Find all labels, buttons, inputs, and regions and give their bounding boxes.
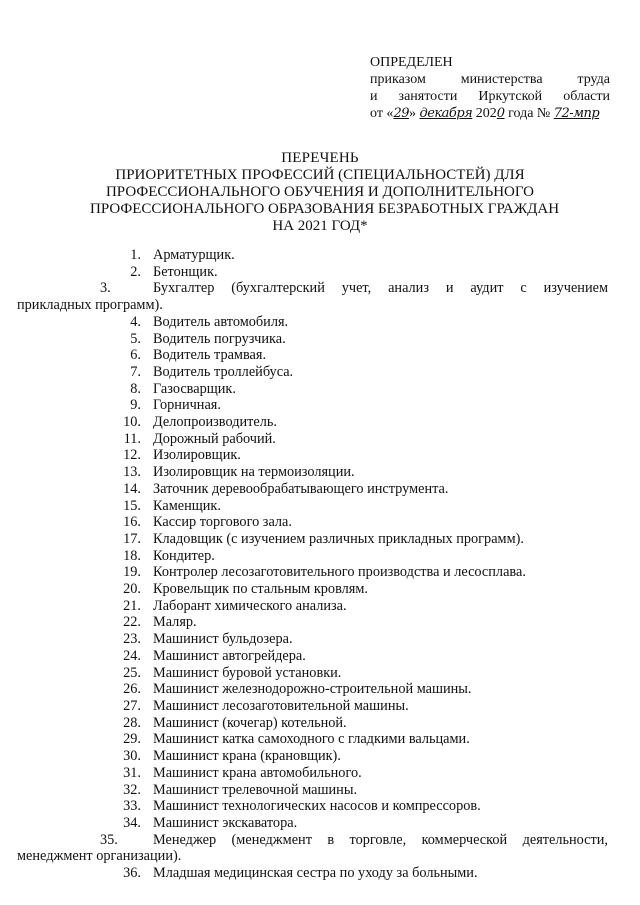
list-item-number: 3.: [100, 280, 111, 297]
list-item-number: 10.: [123, 414, 141, 431]
list-item-text: Водитель троллейбуса.: [153, 363, 294, 380]
list-item-number: 4.: [130, 313, 141, 330]
list-item-number: 12.: [123, 447, 141, 464]
list-item-number: 20.: [123, 581, 141, 598]
list-item-text: Машинист экскаватора.: [153, 814, 298, 831]
list-item-text: Лаборант химического анализа.: [153, 597, 347, 614]
list-item-text: Бетонщик.: [153, 263, 218, 280]
list-item-text: Изолировщик.: [153, 447, 241, 464]
list-item: [100, 498, 608, 515]
list-item-number: 13.: [123, 464, 141, 481]
title-line: ПРОФЕССИОНАЛЬНОГО ОБУЧЕНИЯ И ДОПОЛНИТЕЛЬНОГО: [105, 184, 535, 200]
list-item-continuation: менеджмент организации).: [17, 848, 182, 865]
title-line: НА 2021 ГОД*: [272, 218, 368, 234]
list-item: [100, 681, 608, 698]
list-item-number: 23.: [123, 631, 141, 648]
list-item: [100, 665, 608, 682]
list-item-text: Машинист буровой установки.: [153, 664, 342, 681]
list-item-number: 22.: [123, 614, 141, 631]
handwritten-day: 29: [393, 106, 409, 121]
list-item-text: Машинист (кочегар) котельной.: [153, 714, 347, 731]
list-item-text: Дорожный рабочий.: [153, 430, 276, 447]
list-item: [100, 798, 608, 815]
list-item-text: Маляр.: [153, 614, 197, 631]
list-item-text: Контролер лесозаготовительного производства и лесосплава.: [153, 564, 526, 581]
handwritten-year-digit: 0: [496, 106, 505, 121]
list-item-text: Каменщик.: [153, 497, 221, 514]
list-item-number: 32.: [123, 781, 141, 798]
list-item: [100, 698, 608, 715]
approval-heading: ОПРЕДЕЛЕН: [370, 55, 453, 70]
list-item-text: Машинист трелевочной машины.: [153, 781, 358, 798]
list-item-number: 35.: [100, 831, 118, 848]
list-item-text: Водитель погрузчика.: [153, 330, 286, 347]
list-item-text: Кровельщик по стальным кровлям.: [153, 581, 368, 598]
list-item-number: 11.: [123, 430, 141, 447]
list-item-number: 31.: [123, 764, 141, 781]
list-item-text: Изолировщик на термоизоляции.: [153, 464, 355, 481]
list-item-text: Машинист крана (крановщик).: [153, 748, 341, 765]
list-item-text: Машинист катка самоходного с гладкими вальцами.: [153, 731, 470, 748]
list-item: [100, 765, 608, 782]
list-item-number: 19.: [123, 564, 141, 581]
list-item-text: Машинист автогрейдера.: [153, 647, 306, 664]
list-item: [100, 314, 608, 331]
list-item-line: [100, 832, 608, 849]
list-item-number: 9.: [130, 397, 141, 414]
list-item: [100, 715, 608, 732]
list-item-text: Газосварщик.: [153, 380, 236, 397]
list-item: [100, 631, 608, 648]
list-item: [100, 815, 608, 832]
approval-stamp: [370, 54, 610, 122]
list-item: [100, 364, 608, 381]
list-item: [100, 748, 608, 765]
list-item-number: 28.: [123, 714, 141, 731]
list-item-text: Машинист крана автомобильного.: [153, 764, 362, 781]
list-item: [100, 564, 608, 581]
list-item-continuation: прикладных программ).: [17, 297, 163, 314]
list-item-text: Водитель автомобиля.: [153, 313, 289, 330]
list-item-text: Водитель трамвая.: [153, 347, 267, 364]
title-heading: ПЕРЕЧЕНЬ: [281, 150, 359, 166]
list-item: [100, 548, 608, 565]
approval-line-date: от «29» декабря 2020 года № 72-мпр: [370, 106, 600, 121]
list-item-text: Бухгалтер (бухгалтерский учет, анализ и аудит с изучением: [153, 280, 608, 297]
list-item-line: [100, 280, 608, 297]
list-item-number: 17.: [123, 530, 141, 547]
list-item-text: Менеджер (менеджмент в торговле, коммерческой деятельности,: [153, 831, 608, 848]
list-item: [100, 782, 608, 799]
list-item: [100, 247, 608, 264]
list-item-number: 27.: [123, 697, 141, 714]
list-item: [100, 865, 608, 882]
list-item-number: 33.: [123, 798, 141, 815]
handwritten-month: декабря: [419, 106, 473, 121]
profession-list: [17, 247, 608, 882]
list-item-number: 29.: [123, 731, 141, 748]
list-item-number: 2.: [130, 263, 141, 280]
list-item: [100, 397, 608, 414]
list-item-text: Кладовщик (с изучением различных прикладных программ).: [153, 530, 524, 547]
list-item-text: Горничная.: [153, 397, 221, 414]
list-item-text: Машинист лесозаготовительной машины.: [153, 697, 409, 714]
list-item-number: 25.: [123, 664, 141, 681]
list-item-number: 26.: [123, 681, 141, 698]
list-item: [17, 280, 608, 314]
list-item: [100, 648, 608, 665]
list-item: [100, 731, 608, 748]
list-item-text: Заточник деревообрабатывающего инструмента.: [153, 480, 449, 497]
approval-line-ministry: и занятости Иркутской области: [370, 89, 610, 104]
list-item-number: 6.: [130, 347, 141, 364]
list-item: [100, 264, 608, 281]
list-item-text: Арматурщик.: [153, 247, 235, 263]
list-item-number: 1.: [130, 247, 141, 263]
list-item-number: 16.: [123, 514, 141, 531]
list-item: [100, 414, 608, 431]
title-line: ПРИОРИТЕТНЫХ ПРОФЕССИЙ (СПЕЦИАЛЬНОСТЕЙ) ДЛЯ: [115, 167, 525, 183]
list-item-text: Машинист технологических насосов и компрессоров.: [153, 798, 481, 815]
list-item: [100, 481, 608, 498]
list-item-text: Младшая медицинская сестра по уходу за больными.: [153, 865, 478, 882]
list-item-number: 21.: [123, 597, 141, 614]
list-item-text: Кондитер.: [153, 547, 215, 564]
list-item: [100, 598, 608, 615]
list-item-number: 8.: [130, 380, 141, 397]
list-item: [17, 831, 608, 865]
list-item: [100, 347, 608, 364]
list-item-number: 15.: [123, 497, 141, 514]
list-item: [100, 614, 608, 631]
list-item-text: Машинист бульдозера.: [153, 631, 293, 648]
list-item: [100, 331, 608, 348]
list-item: [100, 514, 608, 531]
list-item: [100, 581, 608, 598]
list-item-number: 24.: [123, 647, 141, 664]
approval-line-order: приказом министерства труда: [370, 72, 610, 87]
list-item: [100, 381, 608, 398]
list-item: [100, 464, 608, 481]
list-item-number: 7.: [130, 363, 141, 380]
list-item-number: 14.: [123, 480, 141, 497]
list-item: [100, 431, 608, 448]
list-item-text: Кассир торгового зала.: [153, 514, 292, 531]
handwritten-order-number: 72-мпр: [553, 106, 600, 121]
list-item-text: Машинист железнодорожно-строительной машины.: [153, 681, 472, 698]
list-item-number: 18.: [123, 547, 141, 564]
title-line: ПРОФЕССИОНАЛЬНОГО ОБРАЗОВАНИЯ БЕЗРАБОТНЫХ ГРАЖДАН: [90, 201, 560, 217]
list-item-number: 36.: [123, 865, 141, 882]
list-item-number: 34.: [123, 814, 141, 831]
list-item-number: 5.: [130, 330, 141, 347]
list-item: [100, 531, 608, 548]
list-item-text: Делопроизводитель.: [153, 414, 277, 431]
list-item-number: 30.: [123, 748, 141, 765]
document-title: [90, 150, 560, 235]
list-item: [100, 447, 608, 464]
